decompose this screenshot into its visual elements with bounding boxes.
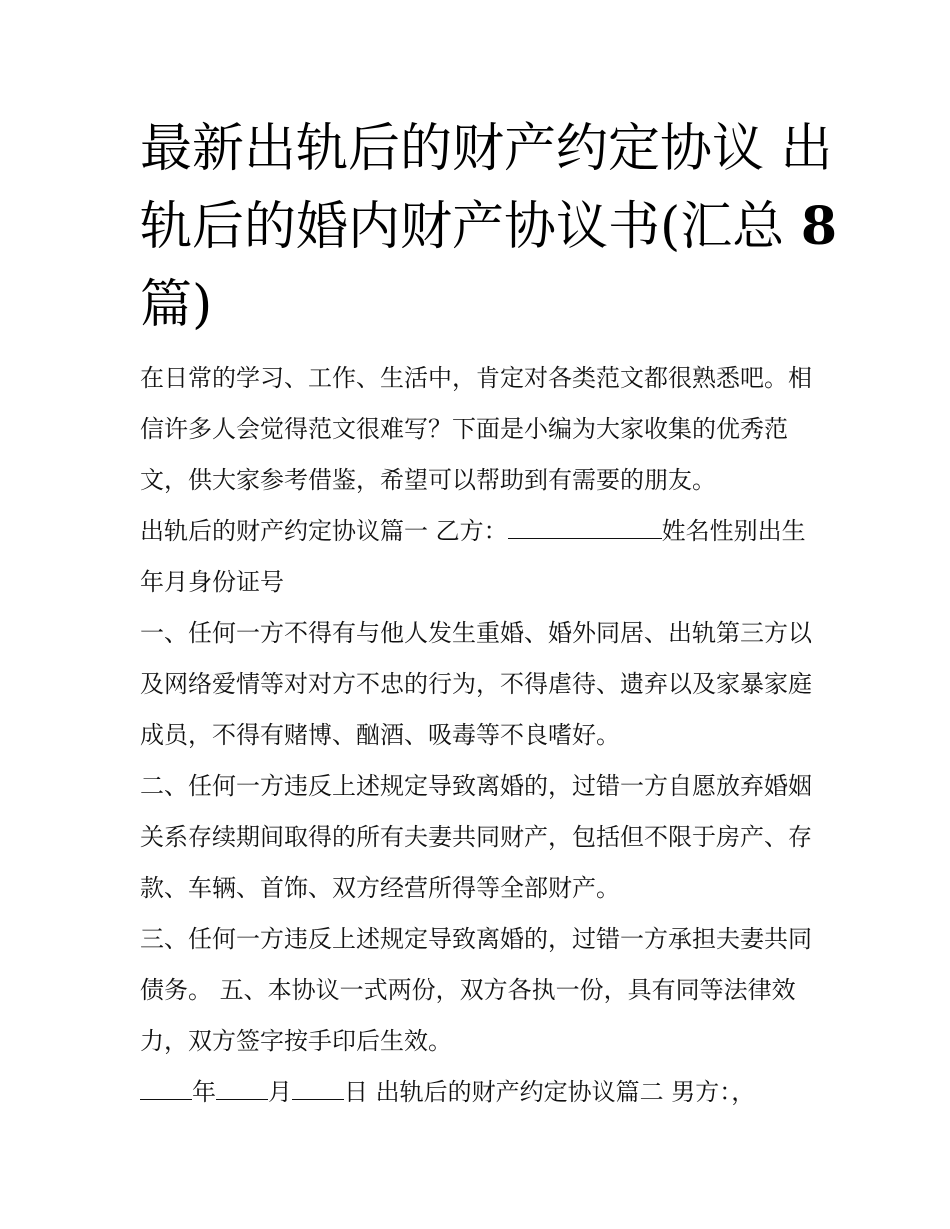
blank-year — [140, 1077, 192, 1100]
clause-2: 二、任何一方违反上述规定导致离婚的，过错一方自愿放弃婚姻关系存续期间取得的所有夫妻共同财产，包括但不限于房产、存款、车辆、首饰、双方经营所得等全部财产。 — [140, 772, 812, 902]
clause-1: 一、任何一方不得有与他人发生重婚、婚外同居、出轨第三方以及网络爱情等对对方不忠的行为，不得虐待、遗弃以及家暴家庭成员，不得有赌博、酗酒、吸毒等不良嗜好。 — [140, 619, 812, 749]
date-day-tail: 日 出轨后的财产约定协议篇二 男方：， — [344, 1078, 756, 1106]
title-number: 8 — [800, 196, 838, 257]
date-month-label: 月 — [268, 1078, 292, 1106]
title-text-main: 最新出轨后的财产约定协议 出轨后的婚内财产协议书(汇总 — [140, 119, 833, 257]
blank-day — [292, 1077, 344, 1100]
date-year-label: 年 — [192, 1078, 216, 1106]
blank-line — [508, 516, 662, 539]
document-title — [140, 110, 840, 344]
blank-month — [216, 1077, 268, 1100]
section1-heading-tail: 姓名性别出生年月身份证号 — [140, 517, 806, 596]
date-line — [140, 1067, 820, 1118]
section1-heading — [140, 506, 820, 608]
section1-heading-text: 出轨后的财产约定协议篇一 乙方： — [140, 517, 508, 545]
intro-paragraph: 在日常的学习、工作、生活中，肯定对各类范文都很熟悉吧。相信许多人会觉得范文很难写？下面是小编为大家收集的优秀范文，供大家参考借鉴，希望可以帮助到有需要的朋友。 — [140, 364, 812, 494]
clause-3: 三、任何一方违反上述规定导致离婚的，过错一方承担夫妻共同债务。 五、本协议一式两份，双方各执一份，具有同等法律效力，双方签字按手印后生效。 — [140, 925, 812, 1055]
document-body — [140, 353, 820, 1118]
title-text-end: 篇) — [140, 275, 213, 335]
